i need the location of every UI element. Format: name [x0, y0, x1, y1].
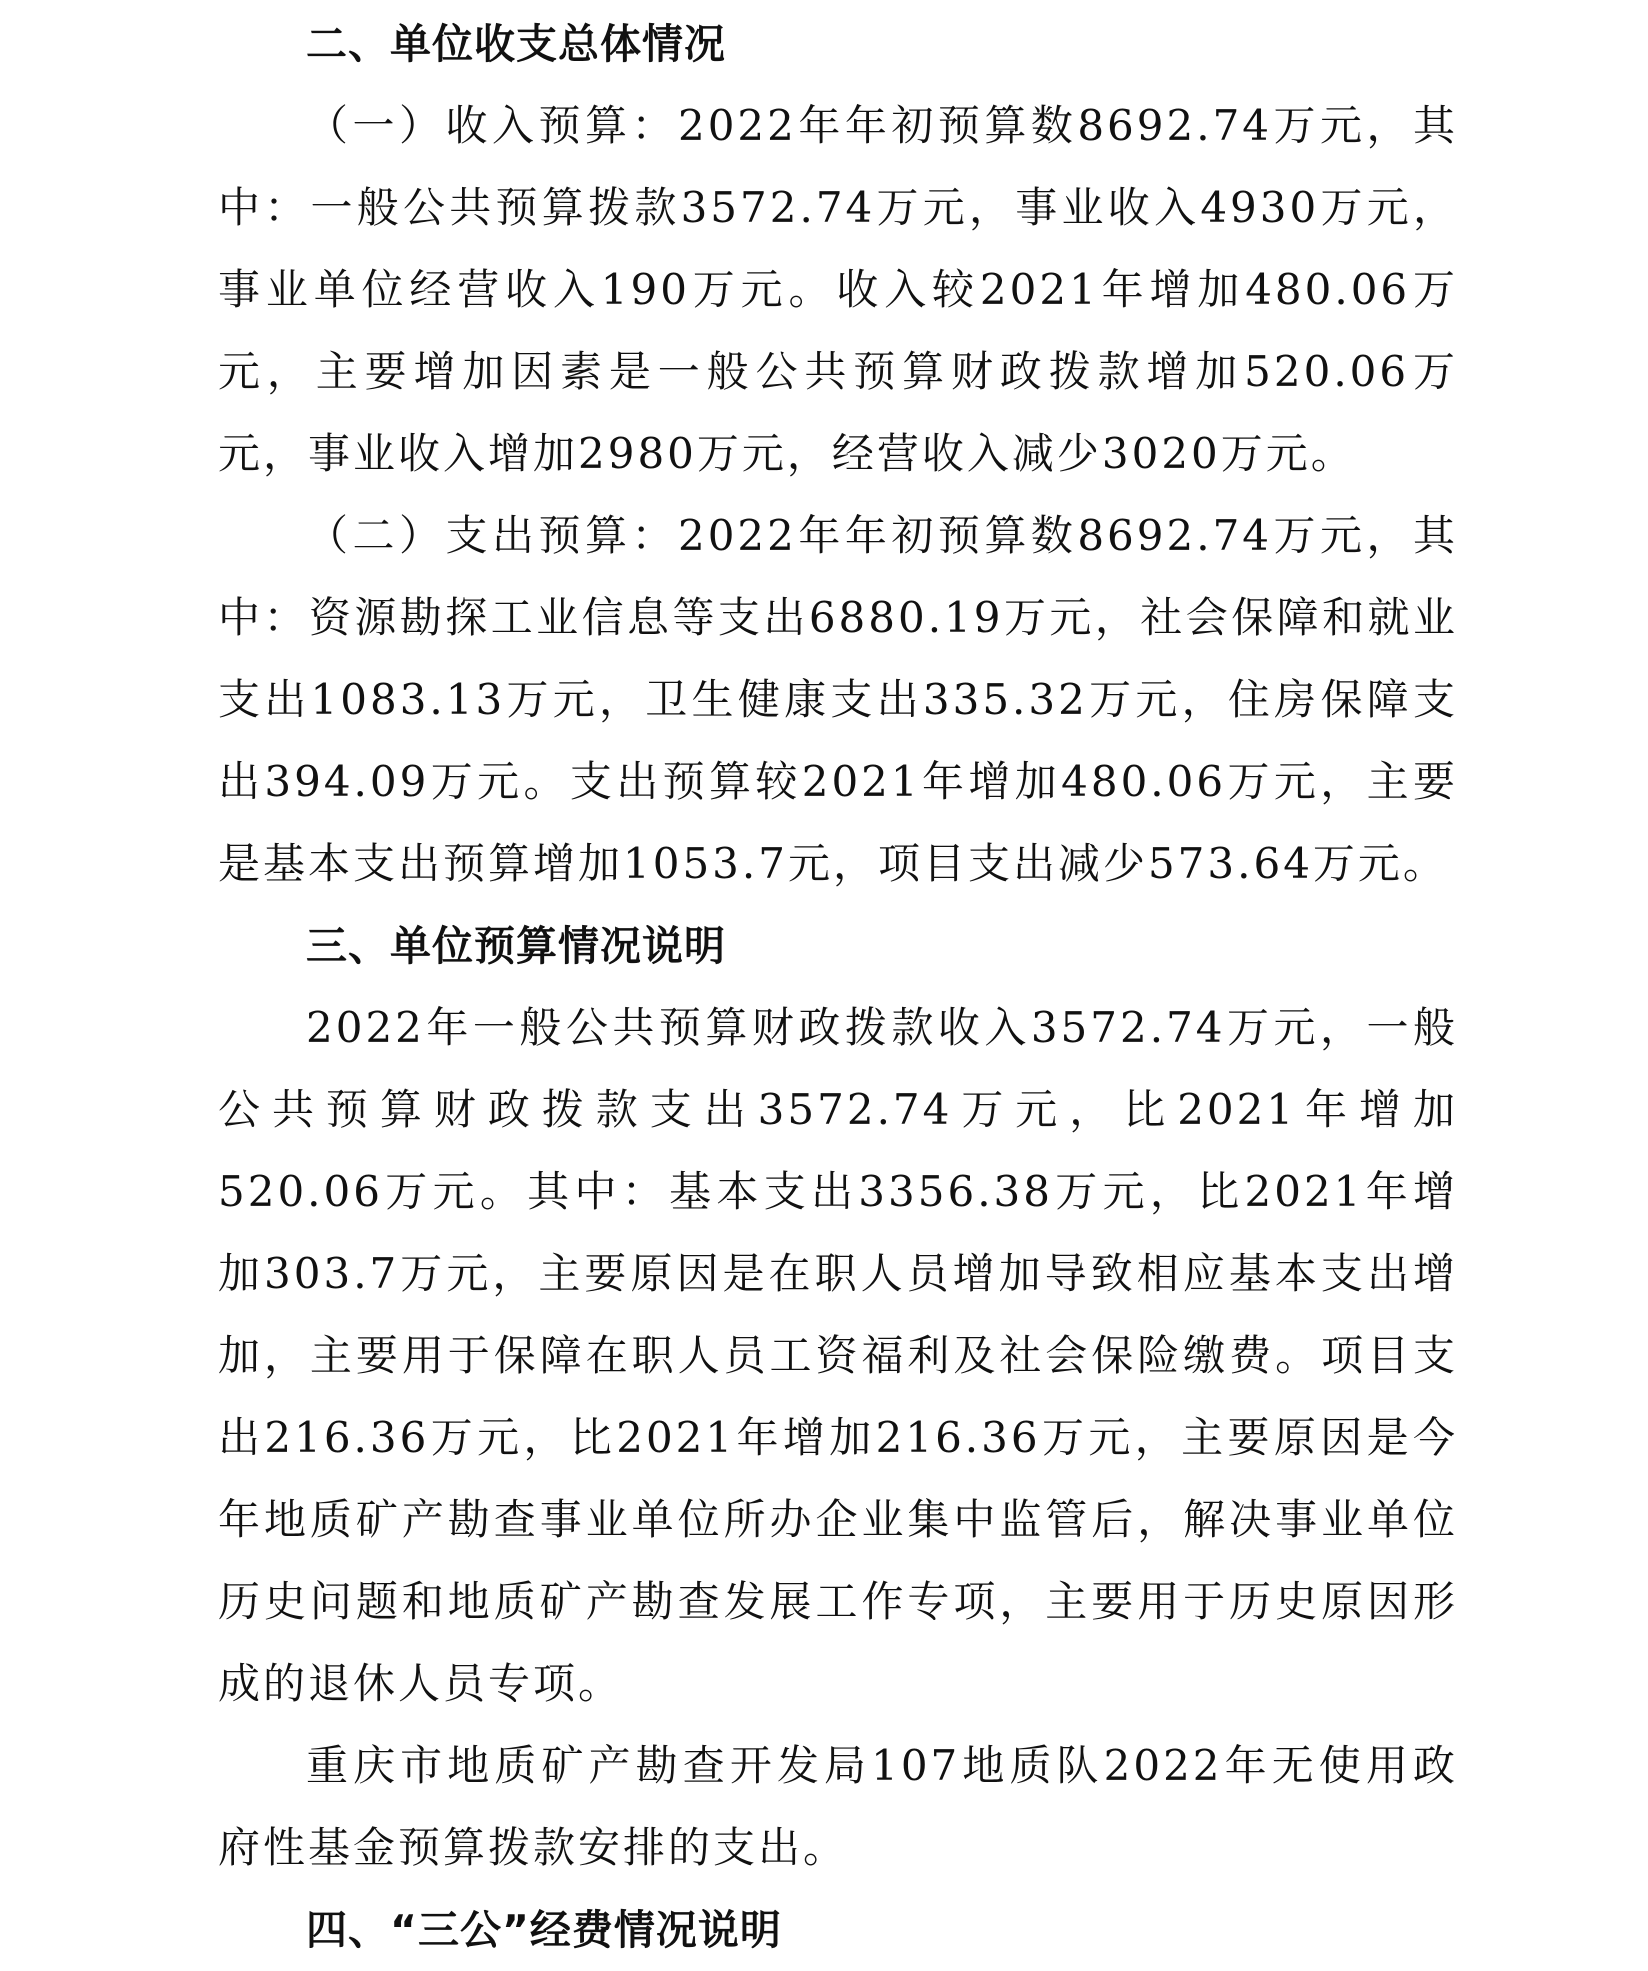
paragraph-expenditure-budget: （二）支出预算：2022年年初预算数8692.74万元，其中：资源勘探工业信息等支出6880.19万元，社会保障和就业支出1083.13万元，卫生健康支出335.32万元，住房保障支出394.09万元。支出预算较2021年增加480.06万元，主要是基本支出预算增加1053.7元，项目支出减少573.64万元。	[218, 511, 1458, 888]
paragraph-public-budget: 2022年一般公共预算财政拨款收入3572.74万元，一般公共预算财政拨款支出3572.74万元，比2021年增加520.06万元。其中：基本支出3356.38万元，比2021年增加303.7万元，主要原因是在职人员增加导致相应基本支出增加，主要用于保障在职人员工资福利及社会保险缴费。项目支出216.36万元，比2021年增加216.36万元，主要原因是今年地质矿产勘查事业单位所办企业集中监管后，解决事业单位历史问题和地质矿产勘查发展工作专项，主要用于历史原因形成的退休人员专项。	[218, 1003, 1458, 1708]
document-body	[218, 0, 1458, 1971]
section-heading-budget-explanation: 三、单位预算情况说明	[306, 922, 726, 970]
section-heading-three-public-expenses: 四、“三公”经费情况说明	[306, 1906, 782, 1954]
section-heading-revenue-expenditure: 二、单位收支总体情况	[306, 20, 726, 68]
paragraph-government-fund: 重庆市地质矿产勘查开发局107地质队2022年无使用政府性基金预算拨款安排的支出。	[218, 1741, 1458, 1872]
paragraph-income-budget: （一）收入预算：2022年年初预算数8692.74万元，其中：一般公共预算拨款3572.74万元，事业收入4930万元，事业单位经营收入190万元。收入较2021年增加480.06万元，主要增加因素是一般公共预算财政拨款增加520.06万元，事业收入增加2980万元，经营收入减少3020万元。	[218, 101, 1458, 478]
